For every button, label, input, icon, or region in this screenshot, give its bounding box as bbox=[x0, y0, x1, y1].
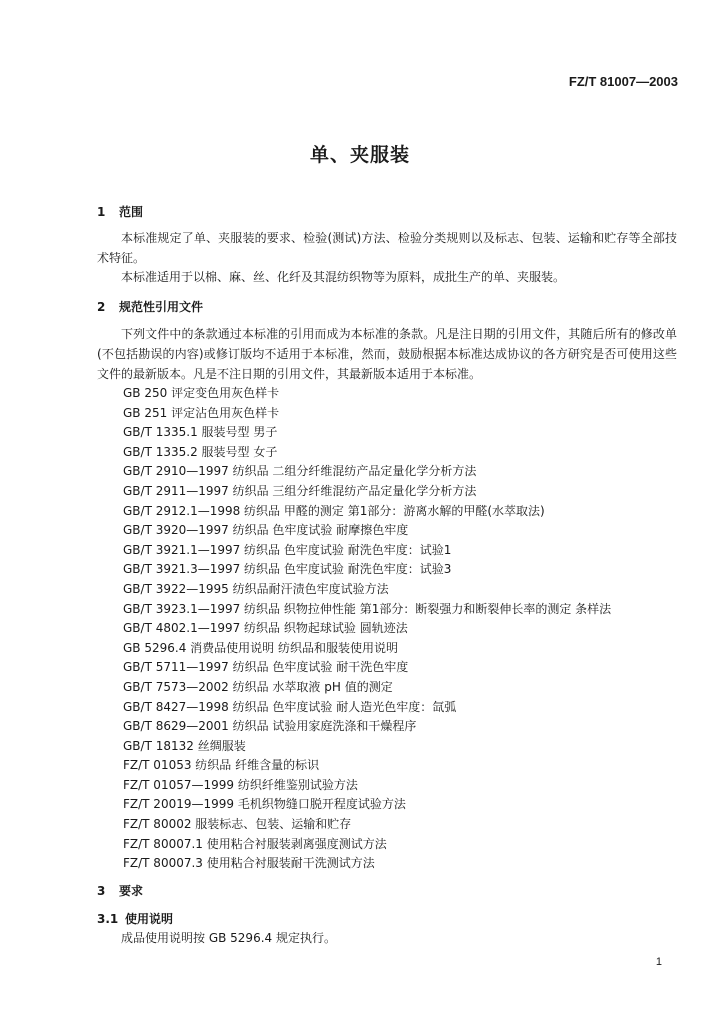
reference-item: GB/T 3922—1995 纺织品耐汗渍色牢度试验方法 bbox=[123, 581, 389, 596]
page-number: 1 bbox=[655, 956, 662, 968]
scope-paragraph-2: 本标准适用于以棉、麻、丝、化纤及其混纺织物等为原料，成批生产的单、夹服装。 bbox=[121, 270, 566, 284]
reference-item: GB/T 3921.3—1997 纺织品 色牢度试验 耐洗色牢度：试验3 bbox=[123, 562, 452, 577]
reference-item: FZ/T 80007.3 使用粘合衬服装耐干洗测试方法 bbox=[123, 856, 375, 871]
section-title: 要求 bbox=[119, 884, 144, 898]
reference-item: GB 5296.4 消费品使用说明 纺织品和服装使用说明 bbox=[123, 640, 398, 655]
subsection-heading-instructions bbox=[97, 910, 173, 927]
section-number: 1 bbox=[97, 205, 106, 219]
reference-item: GB/T 18132 丝绸服装 bbox=[123, 738, 246, 753]
document-title: 单、夹服装 bbox=[309, 144, 410, 166]
section-title: 使用说明 bbox=[125, 912, 174, 926]
section-heading-normative-references bbox=[97, 298, 203, 315]
standard-code: FZ/T 81007—2003 bbox=[568, 74, 678, 89]
reference-item: FZ/T 80007.1 使用粘合衬服装剥离强度测试方法 bbox=[123, 836, 387, 851]
reference-item: GB 251 评定沾色用灰色样卡 bbox=[123, 405, 280, 420]
reference-item: FZ/T 01057—1999 纺织纤维鉴别试验方法 bbox=[123, 777, 358, 792]
instructions-paragraph: 成品使用说明按 GB 5296.4 规定执行。 bbox=[121, 931, 336, 945]
section-title: 规范性引用文件 bbox=[119, 300, 204, 314]
reference-item: GB/T 1335.2 服装号型 女子 bbox=[123, 444, 278, 459]
reference-item: GB/T 8629—2001 纺织品 试验用家庭洗涤和干燥程序 bbox=[123, 719, 417, 734]
reference-item: FZ/T 80002 服装标志、包装、运输和贮存 bbox=[123, 817, 352, 832]
section-heading-scope bbox=[97, 203, 143, 220]
reference-item: GB/T 2911—1997 纺织品 三组分纤维混纺产品定量化学分析方法 bbox=[123, 483, 477, 498]
references-intro-paragraph: 下列文件中的条款通过本标准的引用而成为本标准的条款。凡是注日期的引用文件，其随后所有的修改单(不包括勘误的内容)或修订版均不适用于本标准，然而，鼓励根据本标准达成协议的各方研究是否可使用这些文件的最新版本。凡是不注日期的引用文件，其最新版本适用于本标准。 bbox=[97, 327, 677, 381]
reference-item: GB/T 4802.1—1997 纺织品 织物起球试验 圆轨迹法 bbox=[123, 621, 408, 636]
scope-paragraph-1: 本标准规定了单、夹服装的要求、检验(测试)方法、检验分类规则以及标志、包装、运输和贮存等全部技术特征。 bbox=[97, 231, 677, 265]
reference-item: GB/T 7573—2002 纺织品 水萃取液 pH 值的测定 bbox=[123, 679, 393, 694]
reference-item: FZ/T 01053 纺织品 纤维含量的标识 bbox=[123, 758, 320, 773]
section-heading-requirements bbox=[97, 882, 143, 899]
reference-list bbox=[123, 384, 611, 874]
reference-item: FZ/T 20019—1999 毛机织物缝口脱开程度试验方法 bbox=[123, 797, 406, 812]
section-number: 3.1 bbox=[97, 912, 119, 926]
reference-item: GB/T 8427—1998 纺织品 色牢度试验 耐人造光色牢度：氙弧 bbox=[123, 699, 457, 714]
reference-item: GB 250 评定变色用灰色样卡 bbox=[123, 386, 280, 400]
section-number: 3 bbox=[97, 884, 106, 898]
reference-item: GB/T 3920—1997 纺织品 色牢度试验 耐摩擦色牢度 bbox=[123, 523, 409, 538]
reference-item: GB/T 1335.1 服装号型 男子 bbox=[123, 425, 278, 440]
reference-item: GB/T 3921.1—1997 纺织品 色牢度试验 耐洗色牢度：试验1 bbox=[123, 542, 452, 557]
section-number: 2 bbox=[97, 300, 106, 314]
reference-item: GB/T 2910—1997 纺织品 二组分纤维混纺产品定量化学分析方法 bbox=[123, 464, 477, 479]
reference-item: GB/T 3923.1—1997 纺织品 织物拉伸性能 第1部分：断裂强力和断裂伸长率的测定 条样法 bbox=[123, 601, 612, 616]
reference-item: GB/T 2912.1—1998 纺织品 甲醛的测定 第1部分：游离水解的甲醛(水萃取法) bbox=[123, 503, 545, 518]
reference-item: GB/T 5711—1997 纺织品 色牢度试验 耐干洗色牢度 bbox=[123, 660, 409, 675]
section-title: 范围 bbox=[119, 205, 144, 219]
